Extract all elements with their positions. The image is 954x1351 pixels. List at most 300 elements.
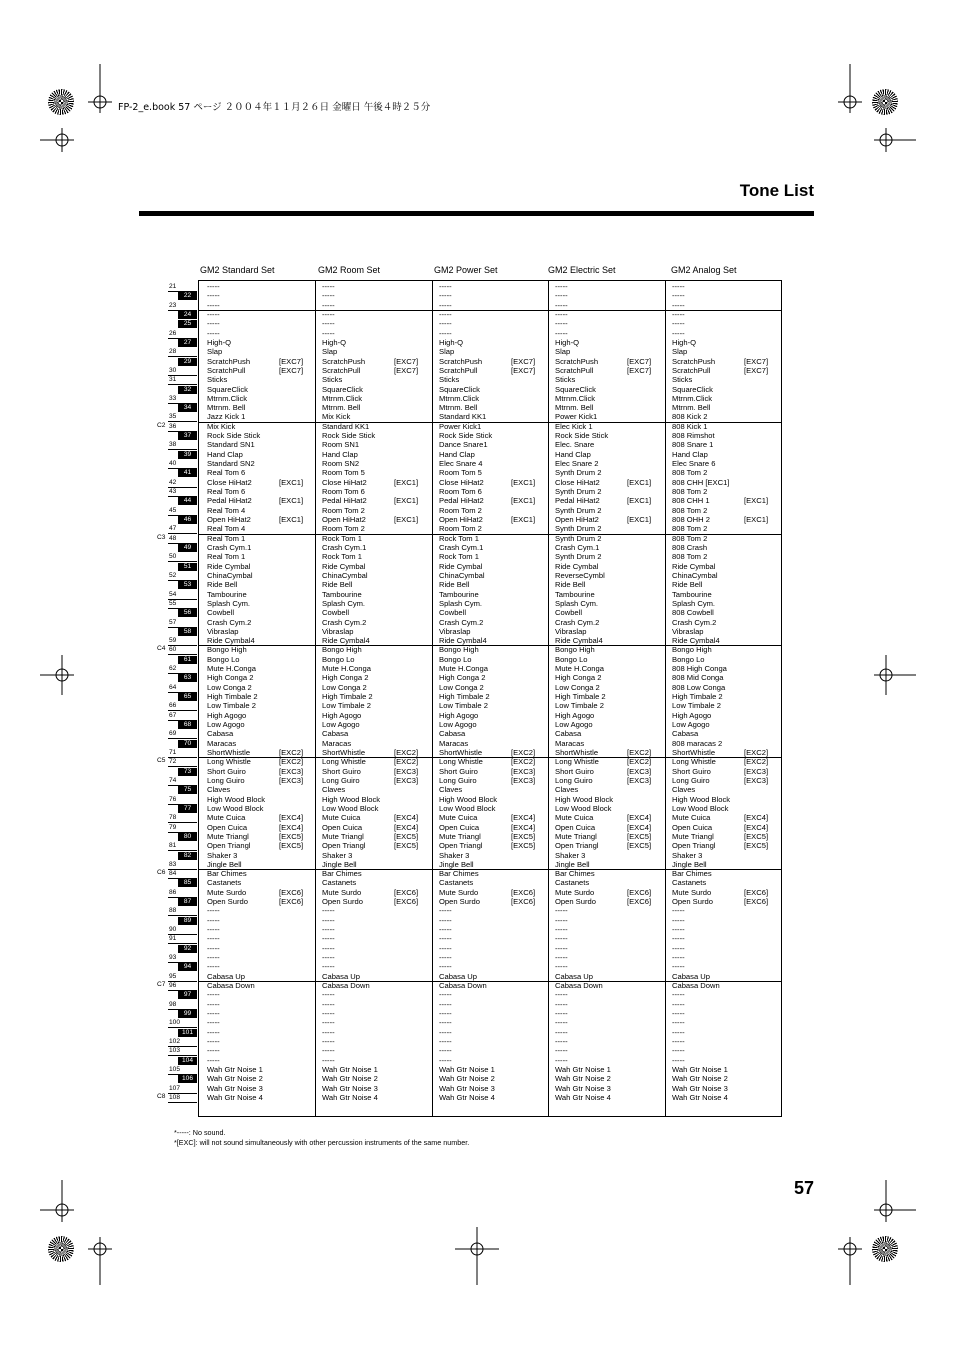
tone-name: ----- (672, 1008, 685, 1018)
tone-name: ----- (555, 934, 568, 944)
tone-name: Mute H.Conga (322, 664, 371, 674)
tone-name: ----- (672, 990, 685, 1000)
exclusive-group: [EXC4] (511, 813, 536, 823)
tone-name: Dance Snare1 (439, 440, 488, 450)
white-key-number: 30 (169, 366, 177, 374)
tone-name: Low Agogo (207, 720, 245, 730)
tone-name: Wah Gtr Noise 2 (555, 1074, 611, 1084)
tone-name: Power Kick1 (555, 412, 598, 422)
exclusive-group: [EXC5] (744, 841, 769, 851)
tone-name: Bar Chimes (322, 869, 362, 879)
tone-name: Open Cuica (207, 822, 248, 832)
white-key-number: 42 (169, 478, 177, 486)
tone-name: Crash Cym.1 (555, 542, 600, 552)
tone-name: Shaker 3 (322, 850, 353, 860)
tone-name: Mute Cuica (322, 813, 361, 823)
tone-name: SquareClick (439, 384, 480, 394)
tone-name: High-Q (555, 337, 580, 347)
white-key-number: 38 (169, 441, 177, 449)
tone-name: Low Wood Block (672, 803, 729, 813)
tone-name: Mute Surdo (439, 887, 479, 897)
tone-name: Ride Cymbal (555, 561, 599, 571)
tone-name: Bar Chimes (672, 869, 712, 879)
tone-name: Vibraslap (555, 626, 587, 636)
tone-name: ----- (555, 990, 568, 1000)
tone-name: Sticks (555, 375, 576, 385)
white-key-number: 59 (169, 637, 177, 645)
tone-name: Long Whistle (322, 757, 366, 767)
tone-name: ScratchPull (439, 365, 478, 375)
tone-name: Slap (555, 347, 571, 357)
tone-name: ChinaCymbal (439, 570, 485, 580)
white-key-number: 66 (169, 702, 177, 710)
tone-name: Cabasa (439, 729, 466, 739)
tone-name: Mute Surdo (672, 887, 712, 897)
tone-name: Low Wood Block (322, 803, 379, 813)
tone-name: Shaker 3 (207, 850, 238, 860)
tone-name: Slap (439, 347, 455, 357)
tone-name: Cabasa Down (322, 981, 370, 990)
octave-label: C8 (157, 1092, 166, 1100)
tone-name: ----- (555, 915, 568, 925)
tone-name: Open Cuica (322, 822, 363, 832)
exclusive-group: [EXC6] (511, 887, 536, 897)
exclusive-group: [EXC6] (627, 887, 652, 897)
white-key-number: 86 (169, 888, 177, 896)
white-key-number: 60 (169, 646, 177, 654)
tone-name: Vibraslap (439, 626, 471, 636)
tone-name: Wah Gtr Noise 2 (207, 1074, 263, 1084)
black-key: 68 (178, 721, 197, 729)
tone-name: ----- (207, 906, 220, 916)
tone-name: High Conga 2 (439, 673, 486, 683)
tone-name: Synth Drum 2 (555, 487, 602, 497)
tone-name: Claves (672, 785, 696, 795)
tone-name: Ride Cymbal (322, 561, 366, 571)
tone-name: 808 maracas 2 (672, 738, 723, 748)
white-key-number: 64 (169, 683, 177, 691)
tone-name: 808 Tom 2 (672, 552, 708, 562)
tone-name: Cabasa Down (207, 981, 255, 990)
tone-name: Cabasa Up (672, 971, 710, 981)
tone-name: Close HiHat2 (207, 477, 252, 487)
tone-name: ----- (672, 282, 685, 291)
tone-name: Open Surdo (672, 897, 713, 907)
tone-name: Standard KK1 (322, 421, 370, 431)
exclusive-group: [EXC3] (627, 766, 652, 776)
tone-name: Elec. Snare (555, 440, 595, 450)
tone-name: ----- (207, 943, 220, 953)
exclusive-group: [EXC4] (744, 813, 769, 823)
tone-name: Elec Snare 2 (555, 459, 599, 469)
tone-name: ----- (322, 1008, 335, 1018)
footnote: *-----: No sound. (174, 1128, 226, 1137)
exclusive-group: [EXC1] (394, 477, 419, 487)
exclusive-group: [EXC1] (511, 496, 536, 506)
tone-name: ----- (207, 915, 220, 925)
column-header: GM2 Standard Set (200, 265, 275, 275)
exclusive-group: [EXC6] (394, 897, 419, 907)
tone-name: ----- (672, 906, 685, 916)
tone-name: Castanets (555, 878, 590, 888)
white-key-number: 55 (169, 599, 177, 607)
tone-name: Cabasa Up (439, 971, 477, 981)
section-title: Tone List (739, 181, 814, 200)
exclusive-group: [EXC5] (279, 841, 304, 851)
tone-name: ----- (207, 962, 220, 972)
tone-name: ----- (555, 1018, 568, 1028)
tone-name: 808 High Conga (672, 664, 727, 674)
tone-name: 808 OHH 2 (672, 515, 710, 524)
tone-name: 808 Crash (672, 542, 708, 552)
tone-name: ----- (555, 300, 568, 310)
tone-name: High Timbale 2 (207, 692, 258, 702)
column-header: GM2 Analog Set (671, 265, 737, 275)
exclusive-group: [EXC2] (627, 748, 652, 757)
tone-name: ----- (672, 1046, 685, 1056)
tone-name: Mute Surdo (207, 887, 247, 897)
exclusive-group: [EXC7] (744, 365, 769, 375)
tone-name: ----- (207, 309, 220, 319)
tone-name: Wah Gtr Noise 4 (555, 1092, 611, 1102)
tone-name: Pedal HiHat2 (439, 496, 484, 506)
black-key: 25 (178, 320, 197, 328)
tone-name: High Wood Block (207, 794, 266, 804)
tone-name: Maracas (555, 738, 585, 748)
tone-name: Jazz Kick 1 (207, 412, 246, 422)
black-key: 92 (178, 945, 197, 953)
exclusive-group: [EXC5] (394, 841, 419, 851)
tone-name: ShortWhistle (322, 748, 366, 757)
tone-name: Elec Kick 1 (555, 421, 593, 431)
exclusive-group: [EXC4] (511, 822, 536, 832)
tone-name: Tambourine (207, 589, 247, 599)
tone-name: Real Tom 4 (207, 524, 246, 534)
black-key: 61 (178, 656, 197, 664)
tone-name: High Wood Block (439, 794, 498, 804)
white-key-number: 45 (169, 506, 177, 514)
tone-name: Bongo Lo (555, 654, 588, 664)
tone-name: 808 Tom 2 (672, 524, 708, 534)
white-key-number: 67 (169, 711, 177, 719)
tone-name: Low Wood Block (555, 803, 612, 813)
tone-name: Low Wood Block (439, 803, 496, 813)
black-key: 101 (178, 1029, 197, 1037)
tone-name: Wah Gtr Noise 3 (439, 1083, 495, 1093)
title-rule (139, 211, 814, 216)
tone-name: Cowbell (555, 608, 583, 618)
tone-name: Bongo Lo (207, 654, 240, 664)
tone-name: ----- (439, 328, 452, 338)
tone-name: 808 Tom 2 (672, 533, 708, 543)
tone-name: Room Tom 5 (322, 468, 365, 478)
tone-name: ----- (322, 1036, 335, 1046)
tone-name: Jingle Bell (439, 859, 474, 869)
tone-name: Low Agogo (439, 720, 477, 730)
tone-name: SquareClick (672, 384, 713, 394)
exclusive-group: [EXC1] (744, 515, 769, 524)
tone-name: 808 Kick 1 (672, 421, 708, 431)
tone-name: Open HiHat2 (439, 515, 483, 524)
tone-name: Open HiHat2 (322, 515, 366, 524)
white-key-number: 48 (169, 534, 177, 542)
tone-name: SquareClick (207, 384, 248, 394)
tone-name: Cabasa (207, 729, 234, 739)
tone-name: ChinaCymbal (322, 570, 368, 580)
tone-name: Wah Gtr Noise 1 (207, 1064, 263, 1074)
exclusive-group: [EXC4] (279, 822, 304, 832)
exclusive-group: [EXC5] (627, 841, 652, 851)
tone-name: ----- (322, 1055, 335, 1065)
tone-name: Room Tom 6 (439, 487, 482, 497)
tone-name: Ride Bell (439, 580, 470, 590)
tone-name: Mix Kick (207, 421, 236, 431)
tone-name: ----- (439, 906, 452, 916)
tone-name: Rock Side Stick (555, 431, 609, 441)
tone-name: ----- (439, 1027, 452, 1037)
exclusive-group: [EXC4] (394, 822, 419, 832)
white-key-number: 79 (169, 823, 177, 831)
tone-name: Bongo High (439, 645, 479, 655)
tone-name: ----- (439, 309, 452, 319)
tone-name: Open Surdo (439, 897, 480, 907)
tone-name: Long Whistle (207, 757, 251, 767)
tone-name: Slap (207, 347, 223, 357)
tone-name: ----- (555, 1008, 568, 1018)
exclusive-group: [EXC4] (744, 822, 769, 832)
column-divider (315, 280, 316, 1117)
tone-name: Shaker 3 (672, 850, 703, 860)
tone-name: Pedal HiHat2 (322, 496, 367, 506)
tone-name: Open Cuica (439, 822, 480, 832)
tone-name: 808 Cowbell (672, 608, 714, 618)
tone-name: High Wood Block (555, 794, 614, 804)
exclusive-group: [EXC6] (279, 897, 304, 907)
tone-name: ScratchPush (322, 356, 366, 366)
tone-name: Wah Gtr Noise 4 (439, 1092, 495, 1102)
tone-name: ScratchPull (207, 365, 246, 375)
tone-name: Long Guiro (672, 775, 710, 785)
tone-name: Cowbell (207, 608, 235, 618)
tone-name: ----- (439, 934, 452, 944)
tone-name: Wah Gtr Noise 3 (207, 1083, 263, 1093)
white-key-number: 40 (169, 460, 177, 468)
tone-name: Hand Clap (555, 449, 591, 459)
tone-name: Open HiHat2 (207, 515, 251, 524)
tone-name: Rock Tom 1 (322, 552, 362, 562)
white-key-number: 50 (169, 553, 177, 561)
white-key-number: 62 (169, 665, 177, 673)
tone-name: Tambourine (672, 589, 712, 599)
white-key-number: 74 (169, 776, 177, 784)
exclusive-group: [EXC2] (279, 748, 304, 757)
black-key: 37 (178, 432, 197, 440)
tone-name: Real Tom 1 (207, 552, 246, 562)
exclusive-group: [EXC2] (744, 748, 769, 757)
tone-name: ----- (439, 300, 452, 310)
tone-name: Low Agogo (672, 720, 710, 730)
tone-name: Cabasa Up (555, 971, 593, 981)
exclusive-group: [EXC4] (627, 822, 652, 832)
tone-name: Splash Cym. (439, 598, 483, 608)
tone-name: High Agogo (322, 710, 362, 720)
tone-name: Mtrnm.Click (439, 393, 480, 403)
tone-name: Standard KK1 (439, 412, 487, 422)
tone-name: Ride Cymbal4 (672, 636, 720, 646)
white-key-number: 88 (169, 907, 177, 915)
tone-name: ----- (672, 1036, 685, 1046)
white-key-number: 47 (169, 525, 177, 533)
tone-name: Rock Side Stick (439, 431, 493, 441)
tone-name: High Conga 2 (322, 673, 369, 683)
tone-name: ----- (322, 906, 335, 916)
white-key-number: 96 (169, 982, 177, 989)
tone-name: ----- (439, 291, 452, 301)
exclusive-group: [EXC1] (394, 496, 419, 506)
tone-name: Mute Surdo (322, 887, 362, 897)
tone-name: ----- (207, 1036, 220, 1046)
tone-name: ScratchPull (672, 365, 711, 375)
white-key-number: 93 (169, 954, 177, 962)
exclusive-group: [EXC7] (511, 365, 536, 375)
tone-name: Close HiHat2 (322, 477, 367, 487)
tone-name: ScratchPull (322, 365, 361, 375)
tone-name: Close HiHat2 (439, 477, 484, 487)
tone-name: ----- (555, 319, 568, 329)
tone-name: Tambourine (322, 589, 362, 599)
tone-name: ----- (322, 300, 335, 310)
tone-name: Rock Tom 1 (439, 533, 479, 543)
tone-name: Long Guiro (207, 775, 245, 785)
tone-name: Cowbell (322, 608, 350, 618)
tone-name: Splash Cym. (672, 598, 716, 608)
white-key-number: 105 (169, 1065, 181, 1073)
tone-name: Ride Cymbal4 (322, 636, 370, 646)
tone-name: Vibraslap (207, 626, 239, 636)
white-key-number: 54 (169, 590, 177, 598)
tone-name: Claves (439, 785, 463, 795)
white-key-number: 23 (169, 301, 177, 309)
tone-name: ----- (207, 990, 220, 1000)
tone-name: Open HiHat2 (555, 515, 599, 524)
tone-name: Crash Cym.2 (439, 617, 484, 627)
black-key: 22 (178, 292, 197, 300)
tone-name: ----- (555, 953, 568, 963)
tone-name: ----- (207, 999, 220, 1009)
white-key-number: 83 (169, 860, 177, 868)
white-key-number: 33 (169, 394, 177, 402)
tone-name: Mute H.Conga (439, 664, 488, 674)
tone-name: Rock Side Stick (207, 431, 261, 441)
tone-name: Real Tom 4 (207, 505, 246, 515)
tone-name: ----- (207, 953, 220, 963)
tone-name: Bongo High (207, 645, 247, 655)
tone-name: Long Whistle (555, 757, 599, 767)
tone-name: Cabasa Up (322, 971, 360, 981)
exclusive-group: [EXC7] (279, 365, 304, 375)
tone-name: ----- (322, 999, 335, 1009)
tone-name: High-Q (439, 337, 464, 347)
tone-name: Vibraslap (672, 626, 704, 636)
column-divider (665, 280, 666, 1117)
octave-label: C6 (157, 869, 166, 877)
tone-name: Mute Cuica (207, 813, 246, 823)
tone-name: Elec Snare 6 (672, 459, 716, 469)
tone-name: Ride Cymbal (439, 561, 483, 571)
column-divider (432, 280, 433, 1117)
tone-name: ----- (672, 943, 685, 953)
exclusive-group: [EXC6] (744, 887, 769, 897)
tone-name: Open Surdo (555, 897, 596, 907)
tone-name: High-Q (322, 337, 347, 347)
tone-name: ----- (207, 1046, 220, 1056)
black-key: 77 (178, 805, 197, 813)
tone-name: Splash Cym. (207, 598, 251, 608)
exclusive-group: [EXC1] (279, 515, 304, 524)
black-key: 27 (178, 339, 197, 347)
tone-name: 808 Tom 2 (672, 468, 708, 478)
tone-name: Low Conga 2 (207, 682, 252, 692)
tone-name: Vibraslap (322, 626, 354, 636)
exclusive-group: [EXC2] (279, 757, 304, 767)
tone-name: ----- (555, 943, 568, 953)
tone-name: 808 Snare 1 (672, 440, 714, 450)
tone-name: ----- (555, 1036, 568, 1046)
tone-name: Ride Cymbal4 (207, 636, 255, 646)
tone-name: Power Kick1 (439, 421, 482, 431)
tone-name: ----- (322, 990, 335, 1000)
tone-name: Mtrnm. Bell (439, 403, 478, 413)
exclusive-group: [EXC5] (511, 841, 536, 851)
tone-name: ----- (322, 1027, 335, 1037)
column-header: GM2 Power Set (434, 265, 498, 275)
tone-name: ----- (672, 1055, 685, 1065)
tone-name: Mtrnm. Bell (207, 403, 246, 413)
tone-name: Bar Chimes (439, 869, 479, 879)
white-key-number: 28 (169, 348, 177, 356)
tone-name: Shaker 3 (555, 850, 586, 860)
tone-name: ShortWhistle (207, 748, 251, 757)
tone-name: 808 CHH [EXC1] (672, 477, 730, 487)
tone-name: ----- (207, 1018, 220, 1028)
tone-name: Mute Triangl (322, 831, 364, 841)
exclusive-group: [EXC1] (627, 515, 652, 524)
tone-name: ----- (672, 962, 685, 972)
exclusive-group: [EXC3] (627, 775, 652, 785)
tone-name: Ride Cymbal4 (439, 636, 487, 646)
tone-name: ChinaCymbal (672, 570, 718, 580)
tone-name: Synth Drum 2 (555, 468, 602, 478)
tone-name: ----- (207, 925, 220, 935)
tone-name: ----- (555, 1055, 568, 1065)
white-key-number: 76 (169, 795, 177, 803)
exclusive-group: [EXC3] (511, 766, 536, 776)
tone-name: Mute Cuica (672, 813, 711, 823)
tone-name: Synth Drum 2 (555, 505, 602, 515)
tone-name: Ride Bell (322, 580, 353, 590)
tone-name: ----- (672, 300, 685, 310)
white-key-number: 95 (169, 972, 177, 980)
tone-name: Mix Kick (322, 412, 351, 422)
white-key-number: 31 (169, 376, 177, 384)
tone-name: ScratchPush (672, 356, 716, 366)
black-key: 34 (178, 404, 197, 412)
tone-name: Tambourine (439, 589, 479, 599)
tone-name: High-Q (207, 337, 232, 347)
black-key: 75 (178, 786, 197, 794)
tone-name: Crash Cym.2 (555, 617, 600, 627)
exclusive-group: [EXC3] (279, 766, 304, 776)
